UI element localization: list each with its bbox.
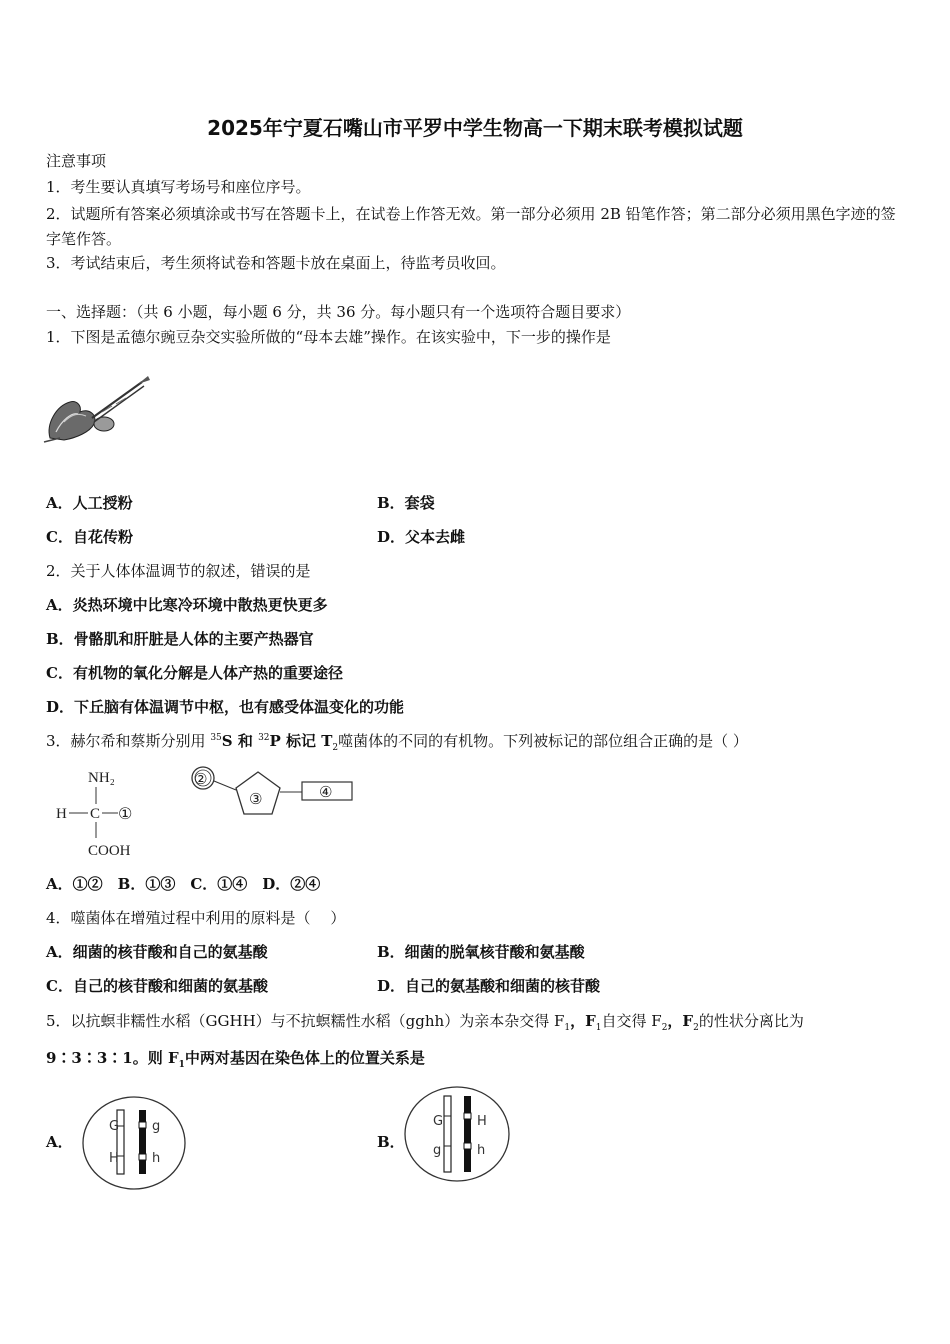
- section-heading: 一、选择题：（共 6 小题，每小题 6 分，共 36 分。每小题只有一个选项符合题目要求）: [46, 303, 631, 321]
- nucleotide-diagram: [186, 764, 358, 824]
- q5-sub-1: 1: [564, 1023, 571, 1033]
- q2-option-b: B．骨骼肌和肝脏是人体的主要产热器官: [46, 630, 314, 648]
- q5-text-b: ，F: [570, 1012, 596, 1030]
- cell-diagram-b: [402, 1084, 512, 1184]
- allele-h-upper: H: [477, 1114, 487, 1129]
- q3-t2-sub: 2: [332, 743, 339, 753]
- q4-option-c: C．自己的核苷酸和细菌的氨基酸: [46, 977, 268, 995]
- notice-heading: 注意事项: [46, 152, 107, 170]
- q5-sub-2: 1: [595, 1023, 602, 1033]
- amino-acid-diagram: [46, 762, 166, 862]
- q1-option-c: C．自花传粉: [46, 528, 133, 546]
- q5-sub-4: 2: [693, 1023, 699, 1033]
- page-title: 2025年宁夏石嘴山市平罗中学生物高一下期末联考模拟试题: [207, 116, 743, 140]
- allele-g-upper: G: [433, 1114, 444, 1129]
- q2-option-d: D．下丘脑有体温调节中枢，也有感受体温变化的功能: [46, 698, 405, 716]
- q3-stem-pre: 3．赫尔希和蔡斯分别用: [46, 732, 211, 750]
- q3-s: S 和: [221, 732, 259, 750]
- h-label: H: [56, 806, 67, 822]
- q5-text-d: ，F: [667, 1012, 694, 1030]
- q4-option-d: D．自己的氨基酸和细菌的核苷酸: [377, 977, 601, 995]
- q3-p: P 标记 T: [269, 732, 333, 750]
- q5-sub-5: 1: [178, 1060, 185, 1070]
- q5-option-a-label: A．: [46, 1133, 73, 1151]
- q2-option-c: C．有机物的氧化分解是人体产热的重要途径: [46, 664, 343, 682]
- q5-stem-line-2: [46, 1048, 425, 1068]
- allele-g-lower: g: [152, 1119, 161, 1134]
- q3-stem-post: 噬菌体的不同的有机物。下列被标记的部位组合正确的是（ ）: [338, 732, 748, 750]
- q5-text-f: 9∶3∶3∶1。则 F: [46, 1049, 179, 1067]
- cell-diagram-a: [80, 1094, 188, 1192]
- q1-option-b: B．套袋: [377, 494, 435, 512]
- q5-text-c: 自交得 F: [601, 1012, 662, 1030]
- q4-stem: 4．噬菌体在增殖过程中利用的原料是（ ）: [46, 909, 346, 927]
- allele-h-lower: h: [152, 1151, 161, 1166]
- q1-option-d: D．父本去雌: [377, 528, 466, 546]
- notice-item-3: 3．考试结束后，考生须将试卷和答题卡放在桌面上，待监考员收回。: [46, 254, 506, 272]
- q3-stem: [46, 731, 748, 751]
- marker-4: ④: [319, 783, 333, 801]
- q3-options: A．①② B．①③ C．①④ D．②④: [46, 875, 321, 893]
- q2-option-a: A．炎热环境中比寒冷环境中散热更快更多: [46, 596, 328, 614]
- marker-3: ③: [249, 790, 263, 808]
- marker-2: ②: [194, 770, 208, 788]
- notice-item-1: 1．考生要认真填写考场号和座位序号。: [46, 178, 311, 196]
- q5-text-a: 5．以抗螟非糯性水稻（GGHH）与不抗螟糯性水稻（gghh）为亲本杂交得 F: [46, 1012, 565, 1030]
- q4-option-a: A．细菌的核苷酸和自己的氨基酸: [46, 943, 268, 961]
- q1-stem: 1．下图是孟德尔豌豆杂交实验所做的“母本去雄”操作。在该实验中，下一步的操作是: [46, 328, 611, 346]
- q3-isotope-s: 35: [210, 733, 222, 743]
- allele-g-lower: g: [433, 1143, 442, 1158]
- emasculation-illustration: [42, 372, 152, 448]
- notice-item-2: 2．试题所有答案必须填涂或书写在答题卡上，在试卷上作答无效。第一部分必须用 2B 铅笔作答；第二部分必须用黑色字迹的签字笔作答。: [46, 205, 896, 248]
- marker-1: ①: [118, 804, 133, 823]
- q5-stem-line-1: [46, 1011, 804, 1031]
- q4-option-b: B．细菌的脱氧核苷酸和氨基酸: [377, 943, 585, 961]
- q5-sub-3: 2: [661, 1023, 668, 1033]
- q2-stem: 2．关于人体体温调节的叙述，错误的是: [46, 562, 311, 580]
- allele-g-upper: G: [109, 1119, 120, 1134]
- q1-option-a: A．人工授粉: [46, 494, 133, 512]
- q5-text-g: 中两对基因在染色体上的位置关系是: [184, 1049, 425, 1067]
- cooh-label: COOH: [88, 843, 131, 859]
- q3-isotope-p: 32: [258, 733, 270, 743]
- q5-text-e: 的性状分离比为: [698, 1012, 804, 1030]
- allele-h-upper: H: [109, 1151, 119, 1166]
- q5-option-b-label: B．: [377, 1133, 405, 1151]
- nh2-label: NH₂: [88, 770, 115, 786]
- allele-h-lower: h: [477, 1143, 486, 1158]
- c-label: C: [90, 806, 101, 822]
